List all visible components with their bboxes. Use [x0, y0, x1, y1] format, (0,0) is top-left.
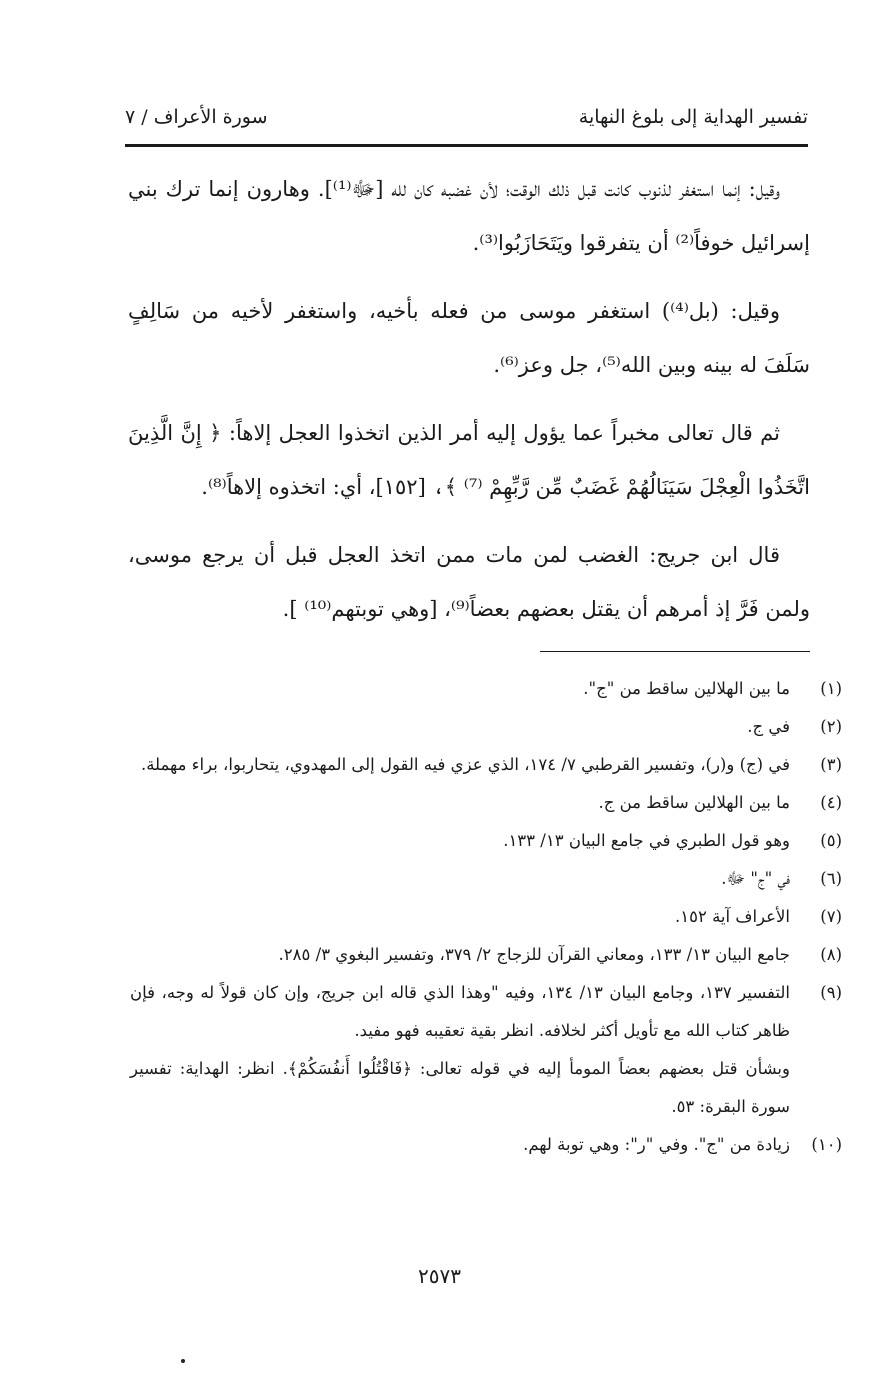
paragraph: وقيل: إنما استغفر لذنوب كانت قبل ذلك الوقت؛ لأن غضبه كان لله [ﷻ⁽¹⁾]. وهارون إنما ترك بني إسرائيل خوفاً⁽²⁾ أن يتفرقوا ويَتَحَازَبُوا⁽³⁾.: [128, 177, 810, 255]
footnote-number: (١٠): [811, 1135, 842, 1154]
footnote-text: ما بين الهلالين ساقط من ج.: [598, 793, 790, 812]
footnote: [130, 1126, 842, 1164]
footnote: [130, 708, 842, 746]
footnote-text: ما بين الهلالين ساقط من "ج".: [583, 679, 790, 698]
paragraph: قال ابن جريج: الغضب لمن مات ممن اتخذ العجل قبل أن يرجع موسى، ولمن فَرَّ إذ أمرهم أن يقتل بعضهم بعضاً⁽⁹⁾، [وهي توبتهم⁽¹⁰⁾ ].: [128, 543, 810, 621]
footnote-number: (٤): [820, 793, 842, 812]
footnote-text: الأعراف آية ١٥٢.: [675, 907, 790, 926]
surah-label: سورة الأعراف / ٧: [125, 106, 268, 128]
footnote-number: (٥): [820, 831, 842, 850]
footnote-number: (٢): [820, 717, 842, 736]
footnote-text: في "ج" ﷻ.: [721, 869, 790, 888]
footnote-text: زيادة من "ج". وفي "ر": وهي توبة لهم.: [523, 1135, 790, 1154]
footnote-number: (٨): [820, 945, 842, 964]
footnote: [130, 822, 842, 860]
footnote: [130, 974, 842, 1126]
footnote-number: (٦): [820, 869, 842, 888]
ink-speck: [181, 1359, 185, 1363]
footnote-text: في (ج) و(ر)، وتفسير القرطبي ٧/ ١٧٤، الذي عزي فيه القول إلى المهدوي، يتحاربوا، براء مهملة.: [140, 755, 790, 774]
paragraph: وقيل: (بل⁽⁴⁾) استغفر موسى من فعله بأخيه، واستغفر لأخيه من سَالِفٍ سَلَفَ له بينه وبين الله⁽⁵⁾، جل وعز⁽⁶⁾.: [128, 299, 810, 377]
page-number: ٢٥٧٣: [418, 1264, 461, 1288]
footnote: [130, 898, 842, 936]
footnote-text: وهو قول الطبري في جامع البيان ١٣/ ١٣٣.: [503, 831, 790, 850]
footnote-text: في ج.: [747, 717, 790, 736]
main-text: [128, 162, 810, 650]
footnote: [130, 746, 842, 784]
footnote-rule: [540, 651, 810, 652]
footnote-text: جامع البيان ١٣/ ١٣٣، ومعاني القرآن للزجاج ٢/ ٣٧٩، وتفسير البغوي ٣/ ٢٨٥.: [278, 945, 790, 964]
footnote-text: وبشأن قتل بعضهم بعضاً المومأ إليه في قوله تعالى: ﴿فَاقْتُلُوا أَنفُسَكُمْ﴾. انظر: الهداية: تفسير سورة البقرة: ٥٣.: [130, 1059, 790, 1116]
running-header: [125, 100, 808, 134]
footnote: [130, 936, 842, 974]
footnote-number: (٣): [820, 755, 842, 774]
footnote: [130, 784, 842, 822]
footnote-number: (١): [820, 679, 842, 698]
footnote-number: (٧): [820, 907, 842, 926]
footnote: [130, 670, 842, 708]
header-rule: [125, 144, 808, 147]
footnote-text: التفسير ١٣٧، وجامع البيان ١٣/ ١٣٤، وفيه "وهذا الذي قاله ابن جريج، وإن كان قولاً له وجه، فإن ظاهر كتاب الله مع تأويل أكثر لخلافه. انظر بقية تعقيبه فهو مفيد.: [130, 983, 790, 1040]
footnote-number: (٩): [820, 983, 842, 1002]
book-title: تفسير الهداية إلى بلوغ النهاية: [578, 106, 808, 128]
footnotes-list: [130, 670, 842, 1164]
paragraph: ثم قال تعالى مخبراً عما يؤول إليه أمر الذين اتخذوا العجل إلاهاً: ﴿ إِنَّ الَّذِينَ اتَّخَذُوا الْعِجْلَ سَيَنَالُهُمْ غَضَبٌ مِّن رَّبِّهِمْ ⁽⁷⁾ ﴾، [١٥٢]، أي: اتخذوه إلاهاً⁽⁸⁾.: [128, 421, 810, 499]
footnote: [130, 860, 842, 898]
